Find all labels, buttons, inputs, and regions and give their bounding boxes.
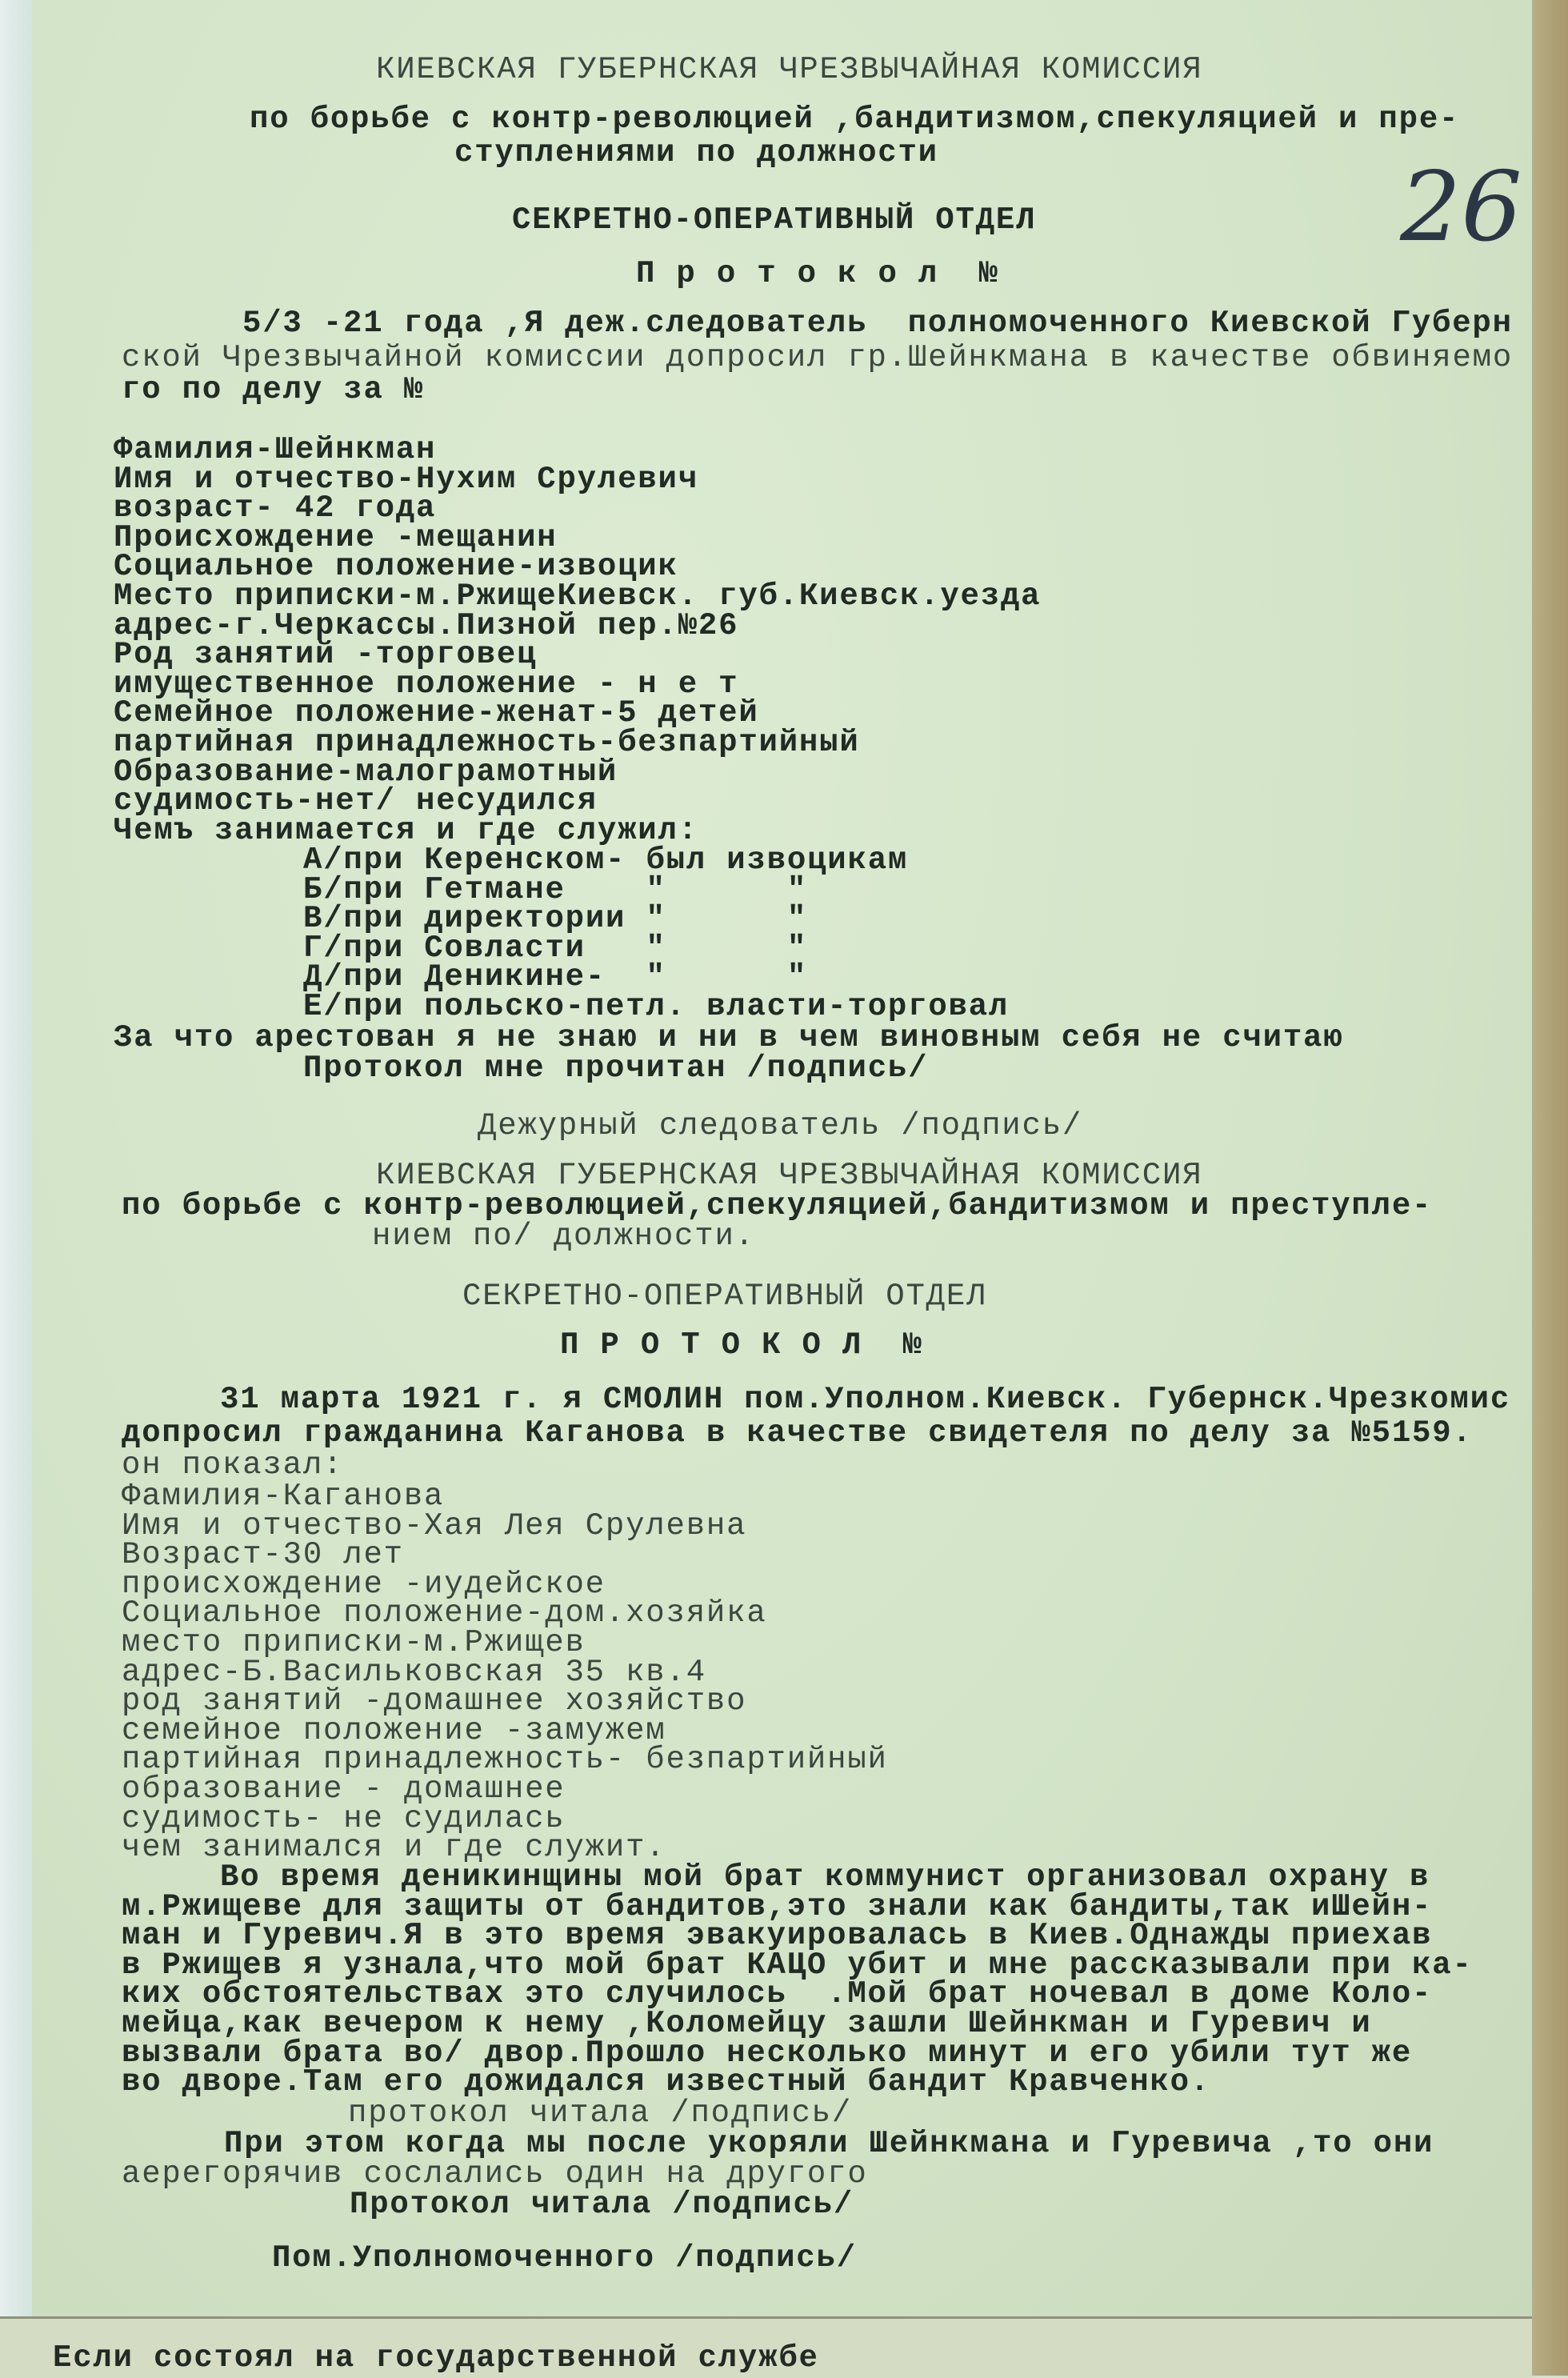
handwritten-folio-number: 26 [1400,152,1522,263]
testimony-line: вызвали брата во/ двор.Прошло несколько минут и его убили тут же [122,2035,1413,2071]
field-line: адрес-Б.Васильковская 35 кв.4 [122,1654,706,1690]
department-title: СЕКРЕТНО-ОПЕРАТИВНЫЙ ОТДЕЛ [462,1279,987,1314]
protocol-title: П р о т о к о л № [636,256,999,291]
service-line: Е/при польско-петл. власти-торговал [303,989,1010,1024]
field-line: партийная принадлежность-безпартийный [114,725,860,760]
field-line: Фамилия-Каганова [122,1479,445,1514]
intro-line: допросил гражданина Каганова в качестве свидетеля по делу за №5159. [122,1415,1473,1451]
field-line: место приписки-м.Ржищев [122,1625,586,1660]
field-line: Фамилия-Шейнкман [114,432,437,467]
field-line: Образование-малограмотный [114,754,618,790]
header-commission: КИЕВСКАЯ ГУБЕРНСКАЯ ЧРЕЗВЫЧАЙНАЯ КОМИССИЯ [376,52,1203,87]
service-line: Д/при Деникине- " " [303,959,808,995]
header-subtitle: по борьбе с контр-революцией ,бандитизмом,спекуляцией и пре- [250,102,1460,137]
addendum-line: При этом когда мы после укоряли Шейнкмана и Гуревича ,то они [224,2126,1434,2161]
field-line: имущественное положение - н е т [114,666,739,702]
intro-line: он показал: [122,1447,344,1483]
testimony-line: мейца,как вечером к нему ,Коломейцу зашли Шейнкман и Гуревич и [122,2006,1372,2041]
testimony-line: ман и Гуревич.Я в это время эвакуировалась в Киев.Однажды приехав [122,1918,1433,1954]
department-title: СЕКРЕТНО-ОПЕРАТИВНЫЙ ОТДЕЛ [512,202,1037,238]
testimony-line: в Ржищев я узнала,что мой брат КАЦО убит и мне рассказывали при ка- [122,1947,1473,1983]
field-line: Социальное положение-извоцик [114,549,678,585]
signature-line: Пом.Уполномоченного /подпись/ [272,2240,857,2276]
read-note: протокол читала /подпись/ [348,2096,853,2131]
header-subtitle: ступлениями по должности [454,135,938,170]
field-line: чем занимался и где служит. [122,1830,666,1866]
field-line: Чемъ занимается и где служил: [114,812,698,848]
field-line: Имя и отчество-Хая Лея Срулевна [122,1507,747,1543]
testimony-line: м.Ржищеве для защиты от бандитов,это знали как бандиты,так иШейн- [122,1888,1433,1924]
read-note: Протокол мне прочитан /подпись/ [303,1051,929,1086]
field-line: судимость-нет/ несудился [114,783,598,819]
field-line: Род занятий -торговец [114,637,538,673]
read-note: Протокол читала /подпись/ [350,2187,854,2222]
addendum-line: аерегорячив сослались один на другого [122,2156,868,2192]
intro-line: го по делу за № [122,372,425,407]
statement-line: За что арестован я не знаю и ни в чем виновным себя не считаю [114,1020,1344,1055]
testimony-line: Во время деникинщины мой брат коммунист организовал охрану в [220,1860,1430,1895]
field-line: семейное положение -замужем [122,1712,666,1748]
testimony-line: ких обстоятельствах это случилось .Мой брат ночевал в доме Коло- [122,1976,1433,2012]
next-sheet-text: Если состоял на государственной службе [53,2340,819,2376]
intro-line: 31 марта 1921 г. я СМОЛИН пом.Уполном.Киевск. Губернск.Чрезкомис [220,1382,1511,1417]
field-line: род занятий -домашнее хозяйство [122,1683,747,1719]
scan-background-left [0,0,32,2376]
field-line: адрес-г.Черкассы.Пизной пер.№26 [114,607,739,643]
field-line: происхождение -иудейское [122,1566,606,1602]
field-line: Имя и отчество-Нухим Срулевич [114,461,698,497]
field-line: Социальное положение-дом.хозяйка [122,1595,767,1631]
intro-line: ской Чрезвычайной комиссии допросил гр.Шейнкмана в качестве обвиняемо [122,340,1514,375]
header-subtitle: нием по/ должности. [372,1219,755,1254]
testimony-line: во дворе.Там его дожидался известный бандит Кравченко. [122,2064,1211,2100]
header-commission: КИЕВСКАЯ ГУБЕРНСКАЯ ЧРЕЗВЫЧАЙНАЯ КОМИССИЯ [376,1158,1203,1193]
scan-background-right [1532,0,1568,2376]
service-line: А/при Керенском- был извоцикам [303,843,909,878]
header-subtitle: по борьбе с контр-революцией,спекуляцией,бандитизмом и преступле- [122,1188,1433,1223]
field-line: Возраст-30 лет [122,1537,404,1573]
intro-line: 5/3 -21 года ,Я деж.следователь полномоченного Киевской Губерн [242,306,1513,341]
signature-line: Дежурный следователь /подпись/ [478,1108,1083,1143]
field-line: партийная принадлежность- безпартийный [122,1742,888,1778]
protocol-title: П Р О Т О К О Л № [560,1327,923,1363]
service-line: В/при директории " " [303,901,808,937]
service-line: Г/при Совласти " " [303,930,808,966]
service-line: Б/при Гетмане " " [303,871,808,907]
field-line: возраст- 42 года [114,490,437,526]
field-line: судимость- не судилась [122,1800,566,1836]
field-line: Место приписки-м.РжищеКиевск. губ.Киевск.уезда [114,578,1042,614]
field-line: Происхождение -мещанин [114,519,558,555]
field-line: Семейное положение-женат-5 детей [114,695,759,731]
field-line: образование - домашнее [122,1771,566,1807]
